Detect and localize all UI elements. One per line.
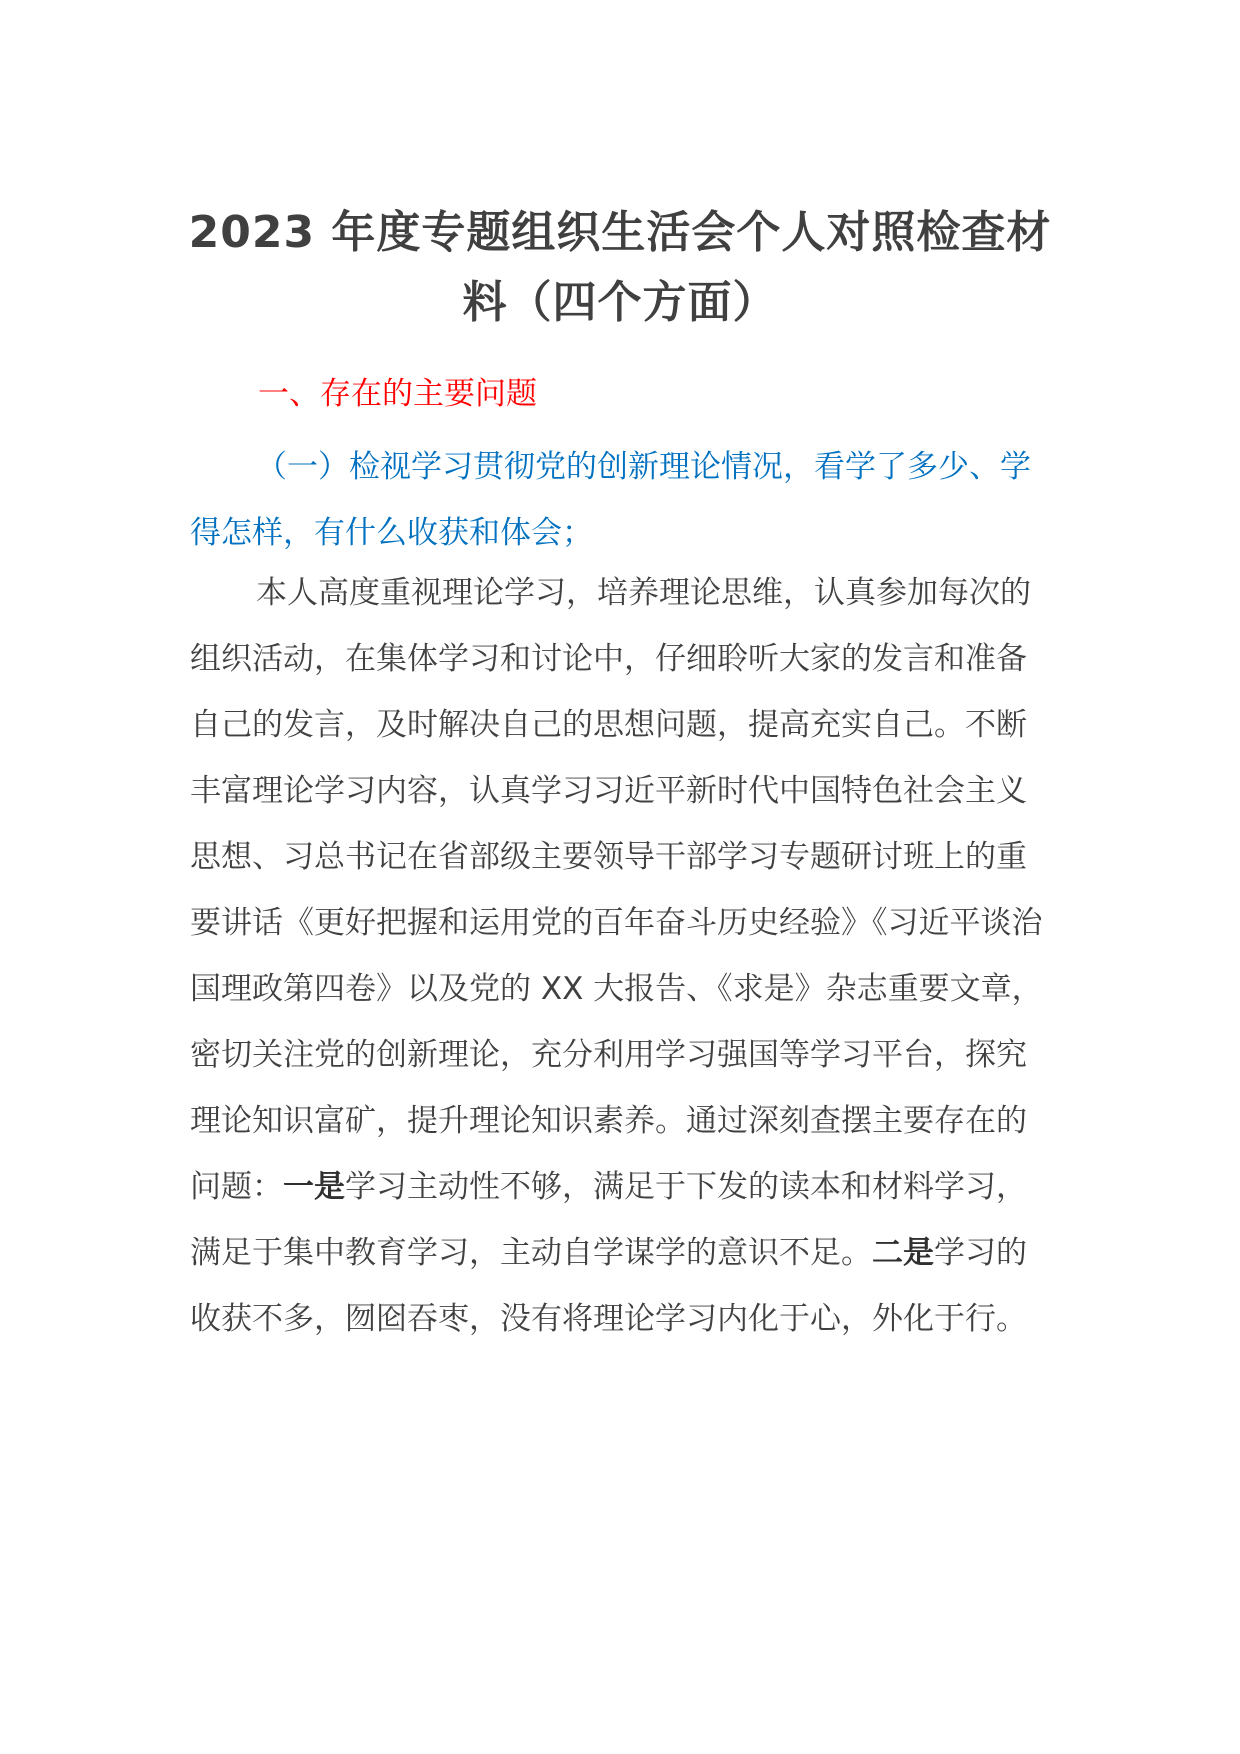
point-two-label: 二是	[872, 1235, 934, 1271]
body-text-part-3: 学习的收获不多，囫囵吞枣，没有将理论学习内化于心，外化于行。	[190, 1235, 1027, 1337]
point-one-label: 一是	[283, 1169, 345, 1205]
section-heading: 一、存在的主要问题	[258, 376, 537, 412]
body-text-part-2: 学习主动性不够，满足于下发的读本和材料学习，满足于集中教育学习，主动自学谋学的意识不足。	[190, 1169, 1027, 1271]
document-title: 2023 年度专题组织生活会个人对照检查材料（四个方面）	[188, 207, 1052, 328]
body-paragraph	[190, 560, 1050, 1352]
sub-heading: （一）检视学习贯彻党的创新理论情况，看学了多少、学得怎样，有什么收获和体会；	[190, 449, 1031, 551]
body-text-part-1: 本人高度重视理论学习，培养理论思维，认真参加每次的组织活动，在集体学习和讨论中，仔细聆听大家的发言和准备自己的发言，及时解决自己的思想问题，提高充实自己。不断丰富理论学习内容，认真学习习近平新时代中国特色社会主义思想、习总书记在省部级主要领导干部学习专题研讨班上的重要讲话《更好把握和运用党的百年奋斗历史经验》《习近平谈治国理政第四卷》以及党的 XX 大报告、《求是》杂志重要文章，密切关注党的创新理论，充分利用学习强国等学习平台，探究理论知识富矿，提升理论知识素养。通过深刻查摆主要存在的问题：	[190, 575, 1043, 1205]
